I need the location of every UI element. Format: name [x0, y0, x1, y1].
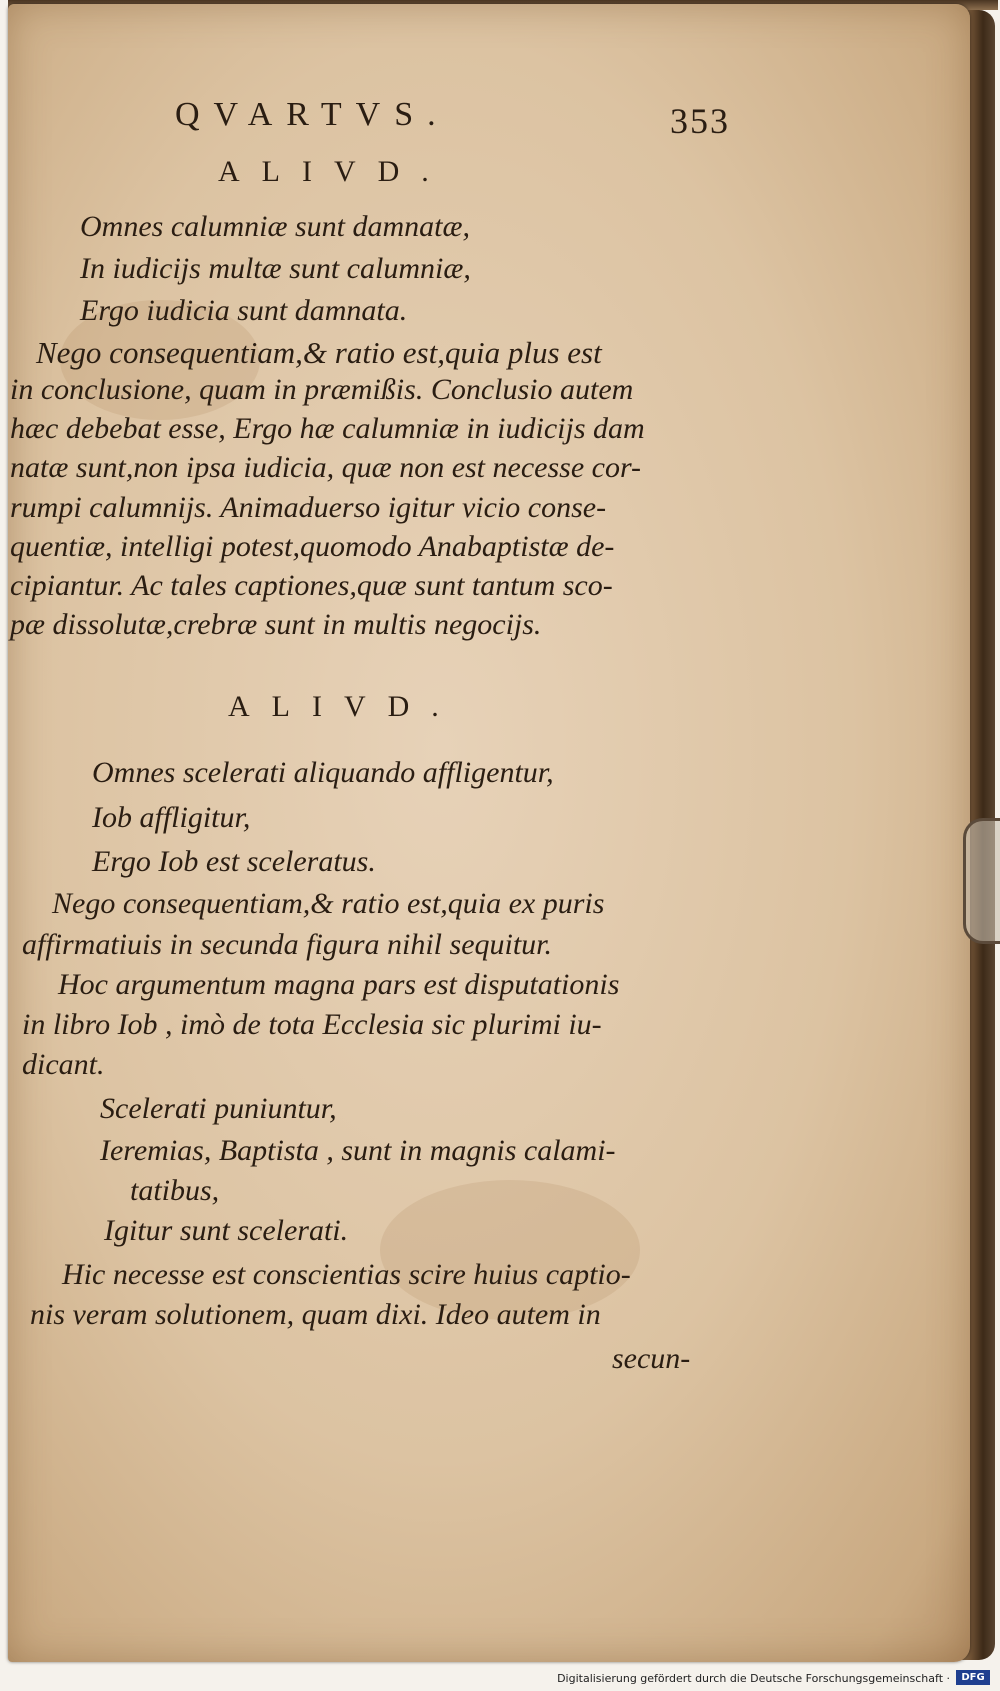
- prose-line: Hic necesse est conscientias scire huius captio-: [62, 1258, 631, 1291]
- catchword: secun-: [612, 1342, 691, 1375]
- prose-line: nis veram solutionem, quam dixi. Ideo autem in: [30, 1298, 601, 1331]
- prose-line: affirmatiuis in secunda figura nihil sequitur.: [22, 928, 553, 961]
- section-heading-2: ALIVD.: [228, 690, 461, 723]
- dfg-logo: DFG: [956, 1670, 990, 1685]
- clasp-ring: [963, 818, 1000, 944]
- verse-line: Omnes scelerati aliquando affligentur,: [92, 756, 554, 789]
- verse-line: Iob affligitur,: [92, 801, 251, 834]
- prose-line: rumpi calumnijs. Animaduerso igitur vicio conse-: [10, 491, 607, 524]
- verse-line: Ieremias, Baptista , sunt in magnis calami-: [100, 1134, 616, 1167]
- verse-line: Igitur sunt scelerati.: [104, 1214, 349, 1247]
- prose-line: in conclusione, quam in præmißis. Conclusio autem: [10, 373, 634, 406]
- prose-line: hæc debebat esse, Ergo hæ calumniæ in iudicijs dam: [10, 412, 645, 445]
- prose-line: cipiantur. Ac tales captiones,quæ sunt tantum sco-: [10, 569, 613, 602]
- prose-line: Nego consequentiam,& ratio est,quia ex puris: [52, 887, 605, 920]
- prose-line: in libro Iob , imò de tota Ecclesia sic plurimi iu-: [22, 1008, 602, 1041]
- running-head: QVARTVS.: [175, 96, 450, 133]
- prose-line: pæ dissolutæ,crebræ sunt in multis negocijs.: [10, 608, 542, 641]
- prose-line: dicant.: [22, 1048, 105, 1081]
- prose-line: natæ sunt,non ipsa iudicia, quæ non est necesse cor-: [10, 451, 642, 484]
- digitization-credit: Digitalisierung gefördert durch die Deutsche Forschungsgemeinschaft ·: [557, 1672, 950, 1685]
- verse-line: Scelerati puniuntur,: [100, 1092, 337, 1125]
- verse-line: Omnes calumniæ sunt damnatæ,: [80, 210, 470, 243]
- prose-line: quentiæ, intelligi potest,quomodo Anabaptistæ de-: [10, 530, 615, 563]
- prose-line: Nego consequentiam,& ratio est,quia plus est: [36, 335, 602, 370]
- verse-line: Ergo iudicia sunt damnata.: [80, 294, 408, 327]
- verse-line: tatibus,: [130, 1174, 220, 1207]
- verse-line: In iudicijs multæ sunt calumniæ,: [80, 252, 471, 285]
- verse-line: Ergo Iob est sceleratus.: [92, 845, 376, 878]
- prose-line: Hoc argumentum magna pars est disputationis: [58, 968, 620, 1001]
- section-heading-1: ALIVD.: [218, 155, 451, 188]
- page-number: 353: [670, 101, 730, 141]
